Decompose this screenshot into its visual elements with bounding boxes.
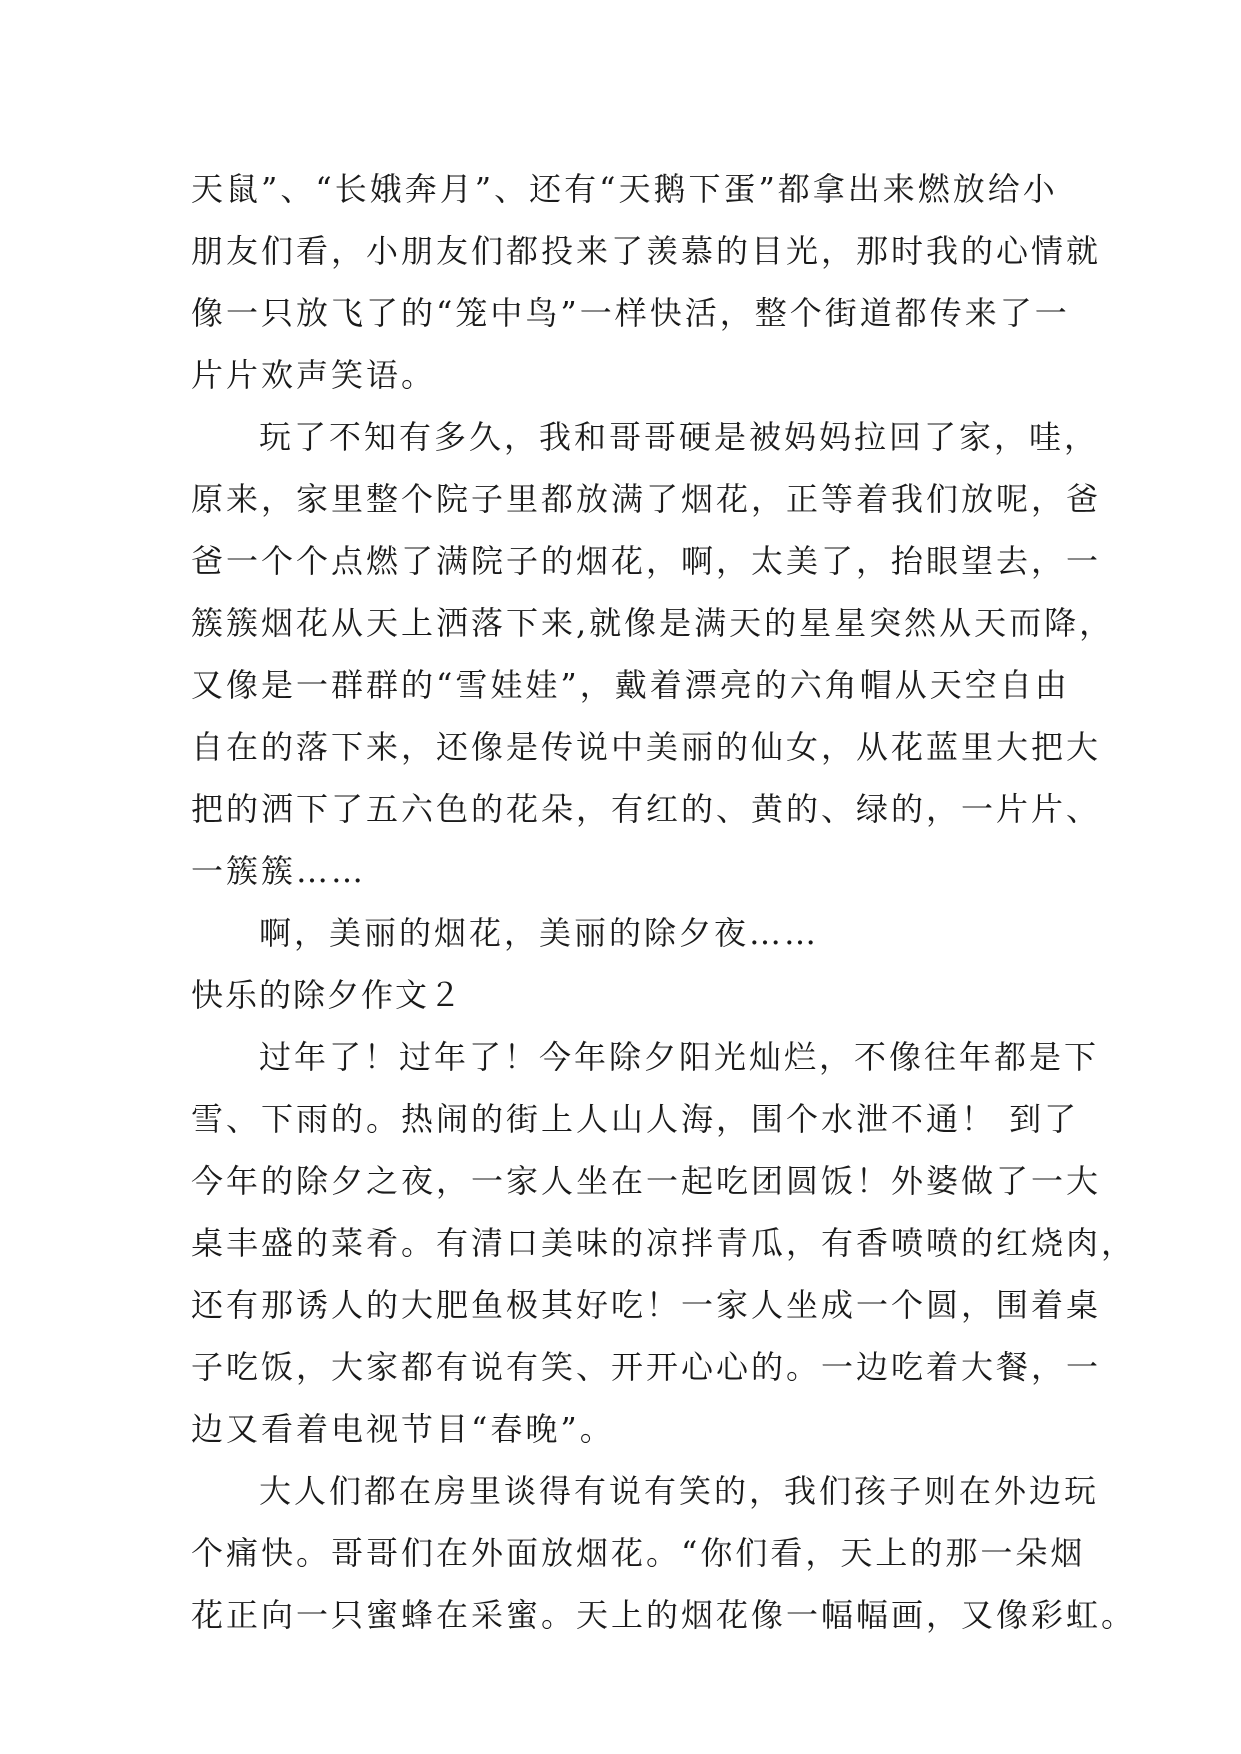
paragraph-line: 大人们都在房里谈得有说有笑的，我们孩子则在外边玩	[259, 1472, 1100, 1510]
paragraph-line: 还有那诱人的大肥鱼极其好吃！一家人坐成一个圆，围着桌	[191, 1286, 1102, 1324]
paragraph-line: 一簇簇……	[191, 852, 367, 890]
paragraph-line: 今年的除夕之夜，一家人坐在一起吃团圆饭！外婆做了一大	[191, 1162, 1102, 1200]
document-body	[191, 158, 1137, 1646]
paragraph-3	[191, 902, 1061, 964]
paragraph-line: 过年了！过年了！今年除夕阳光灿烂，不像往年都是下	[259, 1038, 1100, 1076]
paragraph-line: 把的洒下了五六色的花朵，有红的、黄的、绿的，一片片、	[191, 790, 1102, 828]
paragraph-4	[191, 1026, 1137, 1460]
paragraph-line: 簇簇烟花从天上洒落下来,就像是满天的星星突然从天而降，	[191, 604, 1115, 642]
paragraph-line: 片片欢声笑语。	[191, 356, 437, 394]
paragraph-line: 桌丰盛的菜肴。有清口美味的凉拌青瓜，有香喷喷的红烧肉，	[191, 1224, 1137, 1262]
paragraph-line: 天鼠”、“长娥奔月”、还有“天鹅下蛋”都拿出来燃放给小	[191, 170, 1058, 208]
paragraph-line: 原来，家里整个院子里都放满了烟花，正等着我们放呢，爸	[191, 480, 1102, 518]
paragraph-line: 个痛快。哥哥们在外面放烟花。“你们看，天上的那一朵烟	[191, 1534, 1086, 1572]
paragraph-line: 玩了不知有多久，我和哥哥硬是被妈妈拉回了家，哇，	[259, 418, 1100, 456]
paragraph-line: 像一只放飞了的“笼中鸟”一样快活，整个街道都传来了一	[191, 294, 1070, 332]
paragraph-line: 边又看着电视节目“春晚”。	[191, 1410, 615, 1448]
paragraph-line: 自在的落下来，还像是传说中美丽的仙女，从花蓝里大把大	[191, 728, 1102, 766]
paragraph-line: 啊，美丽的烟花，美丽的除夕夜……	[259, 914, 820, 952]
section-heading	[191, 964, 1061, 1026]
section-title: 快乐的除夕作文２	[191, 976, 464, 1014]
paragraph-line: 又像是一群群的“雪娃娃”，戴着漂亮的六角帽从天空自由	[191, 666, 1070, 704]
paragraph-line: 爸一个个点燃了满院子的烟花，啊，太美了，抬眼望去，一	[191, 542, 1102, 580]
paragraph-line: 花正向一只蜜蜂在采蜜。天上的烟花像一幅幅画，又像彩虹。	[191, 1596, 1137, 1634]
paragraph-5	[191, 1460, 1137, 1646]
paragraph-line: 子吃饭，大家都有说有笑、开开心心的。一边吃着大餐，一	[191, 1348, 1102, 1386]
paragraph-2	[191, 406, 1115, 902]
paragraph-line: 雪、下雨的。热闹的街上人山人海，围个水泄不通！ 到了	[191, 1100, 1080, 1138]
paragraph-line: 朋友们看，小朋友们都投来了羡慕的目光，那时我的心情就	[191, 232, 1102, 270]
paragraph-1	[191, 158, 1102, 406]
